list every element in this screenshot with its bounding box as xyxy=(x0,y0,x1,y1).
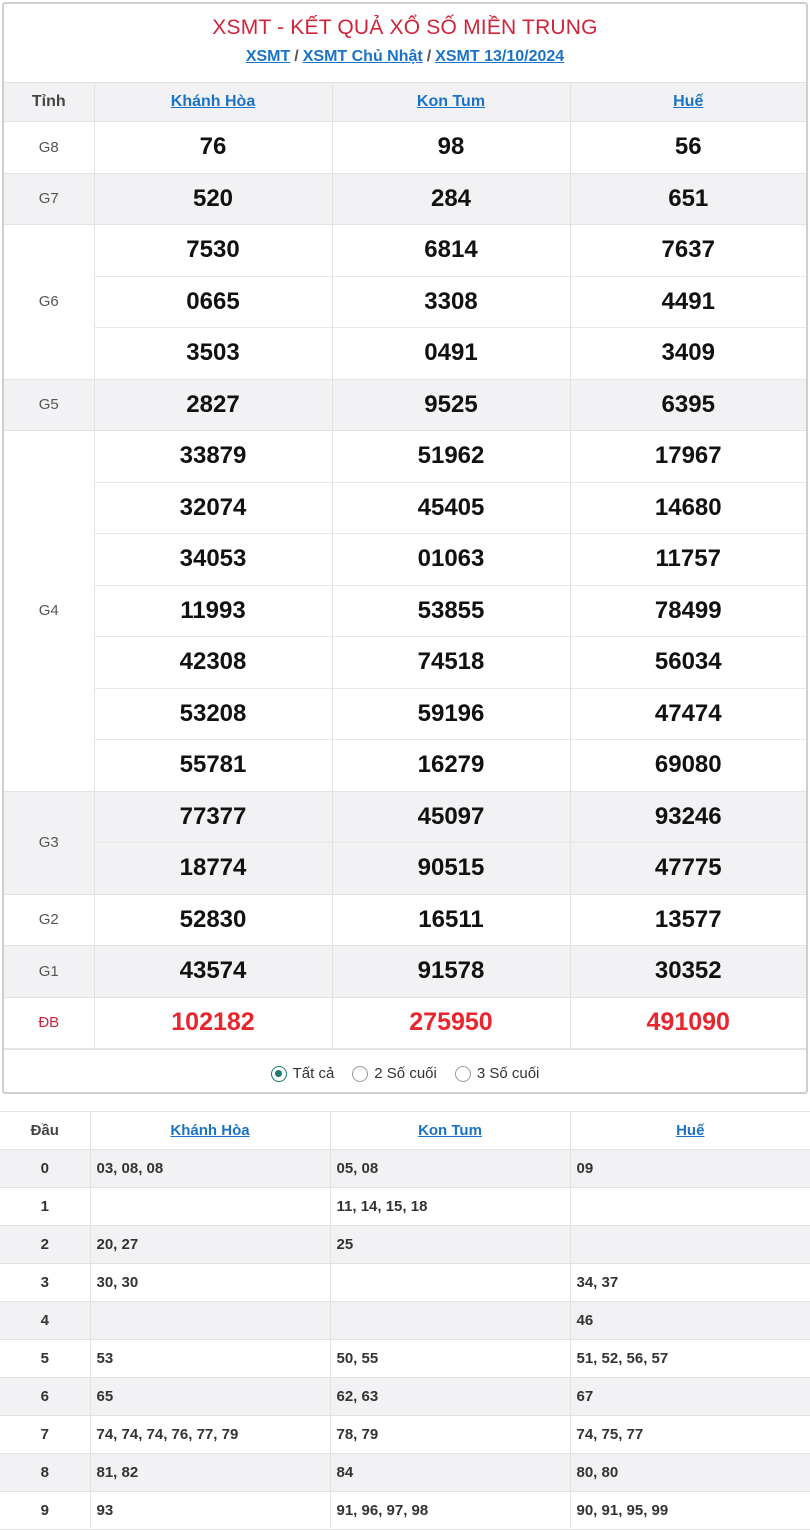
prize-number: 651 xyxy=(668,184,709,212)
loto-row xyxy=(0,1378,810,1416)
loto-values xyxy=(570,1226,810,1264)
prize-number: 76 xyxy=(94,122,332,174)
filter-last-3[interactable] xyxy=(455,1065,540,1082)
prize-label: G5 xyxy=(4,379,94,431)
prize-number: 47775 xyxy=(570,843,806,895)
prize-number: 69080 xyxy=(570,740,806,792)
prize-group xyxy=(4,431,806,792)
breadcrumb xyxy=(4,48,806,66)
loto-values: 53 xyxy=(90,1340,330,1378)
loto-link-khanh-hoa[interactable]: Khánh Hòa xyxy=(170,1122,250,1139)
results-panel xyxy=(2,2,808,1094)
prize-group xyxy=(4,379,806,431)
prize-number: 13577 xyxy=(654,905,722,933)
loto-values: 51, 52, 56, 57 xyxy=(570,1340,810,1378)
loto-table xyxy=(0,1111,810,1530)
prize-number: 7530 xyxy=(94,225,332,277)
prize-number: 56034 xyxy=(570,637,806,689)
loto-values xyxy=(330,1302,570,1340)
breadcrumb-separator: / xyxy=(426,48,432,65)
prize-number: 0665 xyxy=(94,276,332,328)
filter-all-label: Tất cả xyxy=(292,1065,335,1082)
prize-number: 45405 xyxy=(332,482,570,534)
loto-values: 67 xyxy=(570,1378,810,1416)
prize-number: 11757 xyxy=(570,534,806,586)
prize-label: G4 xyxy=(4,431,94,792)
prize-row xyxy=(4,894,806,946)
prize-number: 0491 xyxy=(332,328,570,380)
prize-number: 43574 xyxy=(94,946,332,998)
prize-label: ĐB xyxy=(4,997,94,1049)
prize-number: 01063 xyxy=(332,534,570,586)
prize-number: 6814 xyxy=(332,225,570,277)
prize-number: 91578 xyxy=(332,946,570,998)
loto-values: 93 xyxy=(90,1492,330,1530)
prize-number: 284 xyxy=(332,173,570,225)
loto-row xyxy=(0,1492,810,1530)
breadcrumb-xsmt[interactable]: XSMT xyxy=(245,48,291,65)
prize-row xyxy=(4,328,806,380)
province-link-hue[interactable]: Huế xyxy=(673,93,704,110)
loto-head-digit: 6 xyxy=(0,1378,90,1416)
results-table xyxy=(4,82,806,1049)
prize-row xyxy=(4,122,806,174)
loto-row xyxy=(0,1150,810,1188)
loto-header-row xyxy=(0,1112,810,1150)
prize-number: 32074 xyxy=(94,482,332,534)
loto-values: 03, 08, 08 xyxy=(90,1150,330,1188)
loto-values: 11, 14, 15, 18 xyxy=(330,1188,570,1226)
digit-filter xyxy=(4,1049,806,1094)
results-header-row xyxy=(4,83,806,122)
radio-unchecked-icon[interactable] xyxy=(455,1066,471,1082)
prize-label: G1 xyxy=(4,946,94,998)
loto-head-digit: 4 xyxy=(0,1302,90,1340)
loto-values: 46 xyxy=(570,1302,810,1340)
prize-number: 53855 xyxy=(332,585,570,637)
prize-row xyxy=(4,431,806,483)
prize-number: 2827 xyxy=(94,379,332,431)
prize-label: G7 xyxy=(4,173,94,225)
prize-row xyxy=(4,276,806,328)
prize-row xyxy=(4,379,806,431)
prize-group xyxy=(4,173,806,225)
prize-group xyxy=(4,946,806,998)
loto-values: 05, 08 xyxy=(330,1150,570,1188)
loto-row xyxy=(0,1416,810,1454)
loto-province-header xyxy=(570,1112,810,1150)
prize-number: 9525 xyxy=(332,379,570,431)
prize-number: 59196 xyxy=(332,688,570,740)
results-header xyxy=(4,4,806,82)
prize-label: G6 xyxy=(4,225,94,380)
loto-head-digit: 3 xyxy=(0,1264,90,1302)
prize-number: 47474 xyxy=(570,688,806,740)
prize-number: 33879 xyxy=(94,431,332,483)
prize-number: 93246 xyxy=(654,802,722,830)
prize-group xyxy=(4,791,806,894)
province-header xyxy=(570,83,806,122)
prize-number: 74518 xyxy=(332,637,570,689)
filter-last-3-label: 3 Số cuối xyxy=(476,1065,540,1082)
loto-values: 25 xyxy=(330,1226,570,1264)
prize-number: 275950 xyxy=(332,997,570,1049)
loto-link-hue[interactable]: Huế xyxy=(676,1122,705,1139)
loto-values: 74, 74, 74, 76, 77, 79 xyxy=(90,1416,330,1454)
prize-number: 7637 xyxy=(661,236,715,264)
prize-number: 77377 xyxy=(94,791,332,843)
loto-values: 62, 63 xyxy=(330,1378,570,1416)
province-link-khanh-hoa[interactable]: Khánh Hòa xyxy=(170,93,256,110)
prize-row xyxy=(4,791,806,843)
loto-head-digit: 0 xyxy=(0,1150,90,1188)
prize-number: 45097 xyxy=(332,791,570,843)
prize-group xyxy=(4,225,806,380)
loto-row xyxy=(0,1340,810,1378)
loto-values: 74, 75, 77 xyxy=(570,1416,810,1454)
prize-number: 52830 xyxy=(94,894,332,946)
province-header xyxy=(332,83,570,122)
loto-province-header xyxy=(90,1112,330,1150)
prize-number: 3409 xyxy=(570,328,806,380)
prize-row xyxy=(4,997,806,1049)
prize-row xyxy=(4,843,806,895)
filter-last-2-label: 2 Số cuối xyxy=(374,1065,437,1082)
loto-values: 84 xyxy=(330,1454,570,1492)
loto-province-header xyxy=(330,1112,570,1150)
province-column-label: Tỉnh xyxy=(4,83,94,122)
loto-head-digit: 2 xyxy=(0,1226,90,1264)
filter-all[interactable] xyxy=(271,1065,335,1082)
prize-number: 55781 xyxy=(94,740,332,792)
prize-row xyxy=(4,534,806,586)
loto-row xyxy=(0,1188,810,1226)
loto-head-digit: 7 xyxy=(0,1416,90,1454)
prize-number: 16511 xyxy=(332,894,570,946)
prize-number: 18774 xyxy=(94,843,332,895)
filter-last-2[interactable] xyxy=(352,1065,437,1082)
prize-number: 30352 xyxy=(654,957,722,985)
loto-values: 90, 91, 95, 99 xyxy=(570,1492,810,1530)
loto-values: 09 xyxy=(570,1150,810,1188)
province-header xyxy=(94,83,332,122)
prize-number: 4491 xyxy=(570,276,806,328)
prize-number: 3503 xyxy=(94,328,332,380)
radio-checked-icon[interactable] xyxy=(271,1066,287,1082)
prize-number: 56 xyxy=(674,133,702,161)
prize-number: 53208 xyxy=(94,688,332,740)
loto-values xyxy=(330,1264,570,1302)
prize-label: G3 xyxy=(4,791,94,894)
prize-row xyxy=(4,740,806,792)
loto-values: 78, 79 xyxy=(330,1416,570,1454)
loto-values: 30, 30 xyxy=(90,1264,330,1302)
prize-row xyxy=(4,637,806,689)
page-title: XSMT - KẾT QUẢ XỔ SỐ MIỀN TRUNG xyxy=(212,16,598,39)
loto-row xyxy=(0,1264,810,1302)
prize-number: 3308 xyxy=(332,276,570,328)
breadcrumb-xsmt-date[interactable]: XSMT 13/10/2024 xyxy=(435,48,565,65)
prize-number: 90515 xyxy=(332,843,570,895)
loto-values: 81, 82 xyxy=(90,1454,330,1492)
loto-values: 34, 37 xyxy=(570,1264,810,1302)
loto-values: 91, 96, 97, 98 xyxy=(330,1492,570,1530)
prize-number: 51962 xyxy=(332,431,570,483)
prize-label: G8 xyxy=(4,122,94,174)
breadcrumb-xsmt-sunday[interactable]: XSMT Chủ Nhật xyxy=(302,48,423,65)
loto-body xyxy=(0,1150,810,1530)
prize-number: 520 xyxy=(94,173,332,225)
prize-number: 42308 xyxy=(94,637,332,689)
prize-row xyxy=(4,688,806,740)
loto-link-kon-tum[interactable]: Kon Tum xyxy=(418,1122,482,1139)
prize-row xyxy=(4,482,806,534)
prize-row xyxy=(4,585,806,637)
head-column-label: Đầu xyxy=(0,1112,90,1150)
loto-head-digit: 9 xyxy=(0,1492,90,1530)
prize-label: G2 xyxy=(4,894,94,946)
prize-number: 78499 xyxy=(570,585,806,637)
prize-number: 491090 xyxy=(646,1008,730,1037)
prize-group xyxy=(4,997,806,1049)
loto-row xyxy=(0,1454,810,1492)
loto-row xyxy=(0,1226,810,1264)
prize-row xyxy=(4,946,806,998)
loto-head-digit: 1 xyxy=(0,1188,90,1226)
prize-row xyxy=(4,225,806,277)
loto-values: 20, 27 xyxy=(90,1226,330,1264)
loto-values xyxy=(90,1188,330,1226)
loto-values: 65 xyxy=(90,1378,330,1416)
prize-number: 16279 xyxy=(332,740,570,792)
prize-number: 17967 xyxy=(654,442,722,470)
loto-row xyxy=(0,1302,810,1340)
prize-group xyxy=(4,894,806,946)
radio-unchecked-icon[interactable] xyxy=(352,1066,368,1082)
breadcrumb-separator: / xyxy=(294,48,299,65)
prize-number: 102182 xyxy=(94,997,332,1049)
prize-group xyxy=(4,122,806,174)
prize-number: 14680 xyxy=(570,482,806,534)
prize-number: 11993 xyxy=(94,585,332,637)
prize-number: 34053 xyxy=(94,534,332,586)
province-link-kon-tum[interactable]: Kon Tum xyxy=(416,93,486,110)
loto-values: 80, 80 xyxy=(570,1454,810,1492)
prize-row xyxy=(4,173,806,225)
loto-values xyxy=(570,1188,810,1226)
loto-values: 50, 55 xyxy=(330,1340,570,1378)
loto-head-digit: 5 xyxy=(0,1340,90,1378)
prize-number: 98 xyxy=(332,122,570,174)
loto-panel xyxy=(0,1111,810,1530)
loto-values xyxy=(90,1302,330,1340)
loto-head-digit: 8 xyxy=(0,1454,90,1492)
prize-number: 6395 xyxy=(661,390,715,418)
